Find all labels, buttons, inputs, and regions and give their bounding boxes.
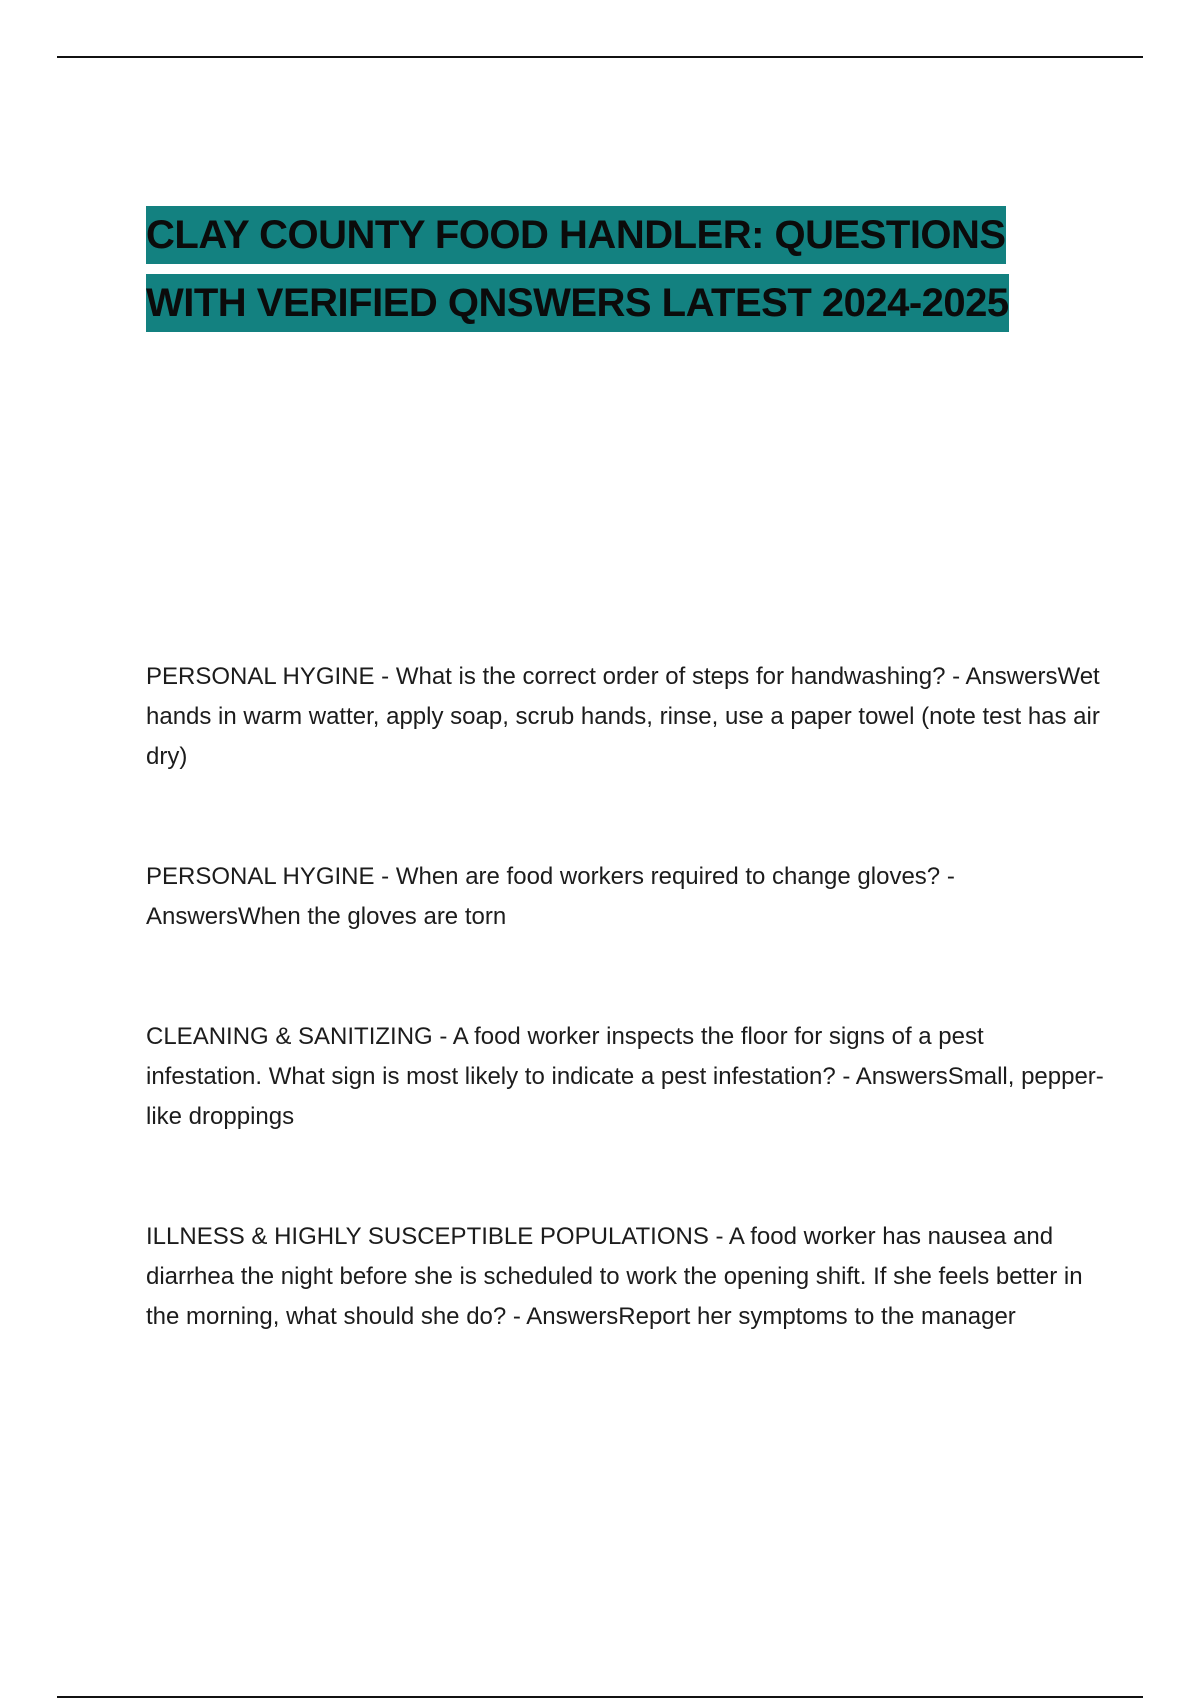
title-line: WITH VERIFIED QNSWERS LATEST 2024-2025 bbox=[146, 274, 1009, 332]
bottom-rule bbox=[57, 1696, 1143, 1698]
question-answer-item: ILLNESS & HIGHLY SUSCEPTIBLE POPULATIONS - A food worker has nausea and diarrhea the night before she is scheduled to work the opening shift. If she feels better in the morning, what should she do? - AnswersReport her symptoms to the manager bbox=[146, 1223, 1083, 1330]
question-answer-item: CLEANING & SANITIZING - A food worker inspects the floor for signs of a pest infestation. What sign is most likely to indicate a pest infestation? - AnswersSmall, pepper-like droppings bbox=[146, 1023, 1104, 1130]
document-title bbox=[146, 206, 1106, 332]
question-answer-item: PERSONAL HYGINE - What is the correct order of steps for handwashing? - AnswersWet hands in warm watter, apply soap, scrub hands, rinse, use a paper towel (note test has air dry) bbox=[146, 663, 1100, 770]
question-answer-item: PERSONAL HYGINE - When are food workers required to change gloves? - AnswersWhen the gloves are torn bbox=[146, 863, 955, 930]
top-rule bbox=[57, 56, 1143, 58]
title-line: CLAY COUNTY FOOD HANDLER: QUESTIONS bbox=[146, 206, 1006, 264]
